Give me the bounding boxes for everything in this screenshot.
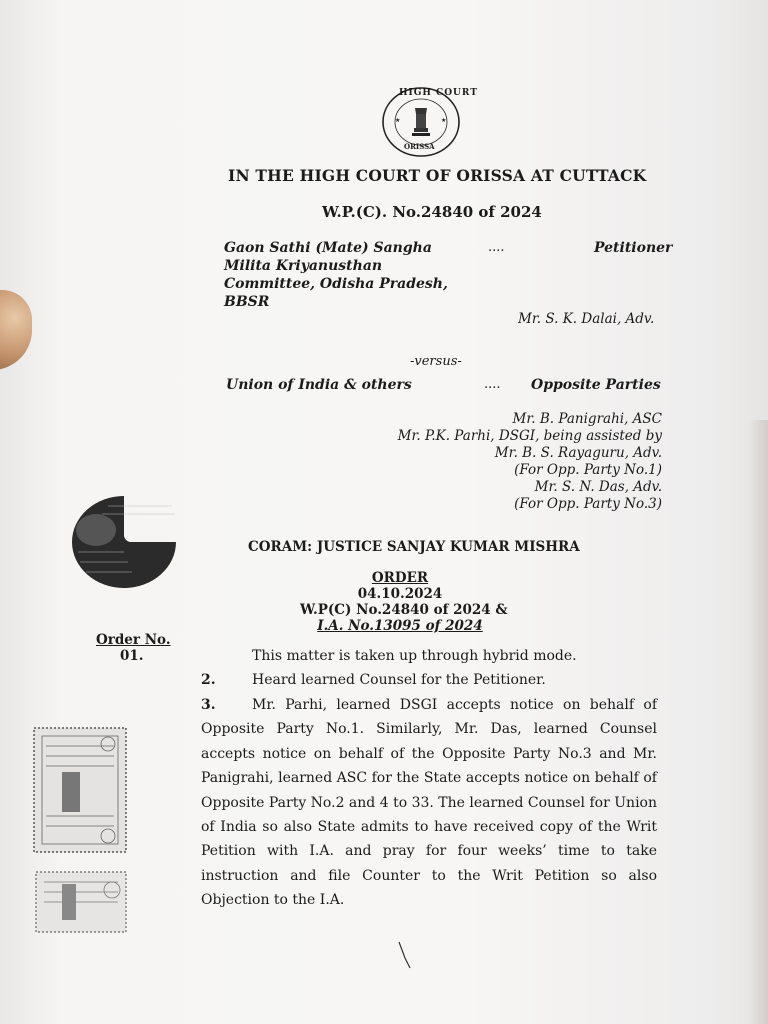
order-case-line1: W.P(C) No.24840 of 2024 & xyxy=(300,602,508,618)
petitioner-name: Gaon Sathi (Mate) Sangha Milita Kriyanusthan Committee, Odisha Pradesh, BBSR xyxy=(224,240,448,310)
order-date: 04.10.2024 xyxy=(357,586,443,602)
advocate-line: Mr. P.K. Parhi, DSGI, being assisted by xyxy=(397,428,662,444)
advocate-line: (For Opp. Party No.1) xyxy=(514,462,662,478)
opposite-name: Union of India & others xyxy=(226,377,412,393)
order-no-value: 01. xyxy=(120,648,144,664)
thumb-edge xyxy=(0,290,32,370)
svg-text:★: ★ xyxy=(441,117,447,124)
coram-line: CORAM: JUSTICE SANJAY KUMAR MISHRA xyxy=(248,539,580,555)
opposite-advocates xyxy=(398,411,662,513)
revenue-stamp-icon xyxy=(34,870,128,934)
advocate-line: (For Opp. Party No.3) xyxy=(514,496,662,512)
advocate-line: Mr. B. S. Rayaguru, Adv. xyxy=(494,445,662,461)
page-shadow xyxy=(748,420,768,1024)
court-title: IN THE HIGH COURT OF ORISSA AT CUTTACK xyxy=(228,166,647,185)
paragraph-2-number: 2. xyxy=(201,672,216,688)
paragraph-3: Mr. Parhi, learned DSGI accepts notice on behalf of Opposite Party No.1. Similarly, Mr. Das, learned Counsel accepts notice on behalf of the Opposite Party No.3 and Mr. Panigrahi, learned ASC for the State accepts notice on behalf of Opposite Party No.2 and 4 to 33. The learned Counsel for Union of India so also State admits to have received copy of the Writ Petition with I.A. and pray for four weeks’ time to take instruction and file Counter to the Writ Petition so also Objection to the I.A. xyxy=(201,697,657,909)
revenue-stamp-icon xyxy=(32,726,128,854)
paragraph-3-number: 3. xyxy=(201,697,216,713)
petitioner-dots: .... xyxy=(488,240,505,255)
order-case-line2: I.A. No.13095 of 2024 xyxy=(317,618,483,634)
paragraph-1: This matter is taken up through hybrid mode. xyxy=(252,648,577,664)
pen-mark xyxy=(396,940,416,970)
opposite-role: Opposite Parties xyxy=(531,377,661,393)
opposite-dots: .... xyxy=(484,377,501,392)
advocate-line: Mr. B. Panigrahi, ASC xyxy=(512,411,662,427)
petitioner-advocate: Mr. S. K. Dalai, Adv. xyxy=(518,311,655,327)
court-fee-stamp-icon xyxy=(68,492,180,590)
paragraph-2: Heard learned Counsel for the Petitioner. xyxy=(252,672,546,688)
emblem-top-text: HIGH COURT xyxy=(399,88,478,98)
case-number: W.P.(C). No.24840 of 2024 xyxy=(322,203,542,221)
order-heading: ORDER xyxy=(371,570,429,586)
petitioner-role: Petitioner xyxy=(594,240,673,256)
advocate-line: Mr. S. N. Das, Adv. xyxy=(534,479,662,495)
order-no-label: Order No. xyxy=(96,632,171,648)
svg-text:★: ★ xyxy=(395,117,401,124)
versus-label: -versus- xyxy=(410,354,462,369)
emblem-bottom-text: ORISSA xyxy=(404,142,435,151)
